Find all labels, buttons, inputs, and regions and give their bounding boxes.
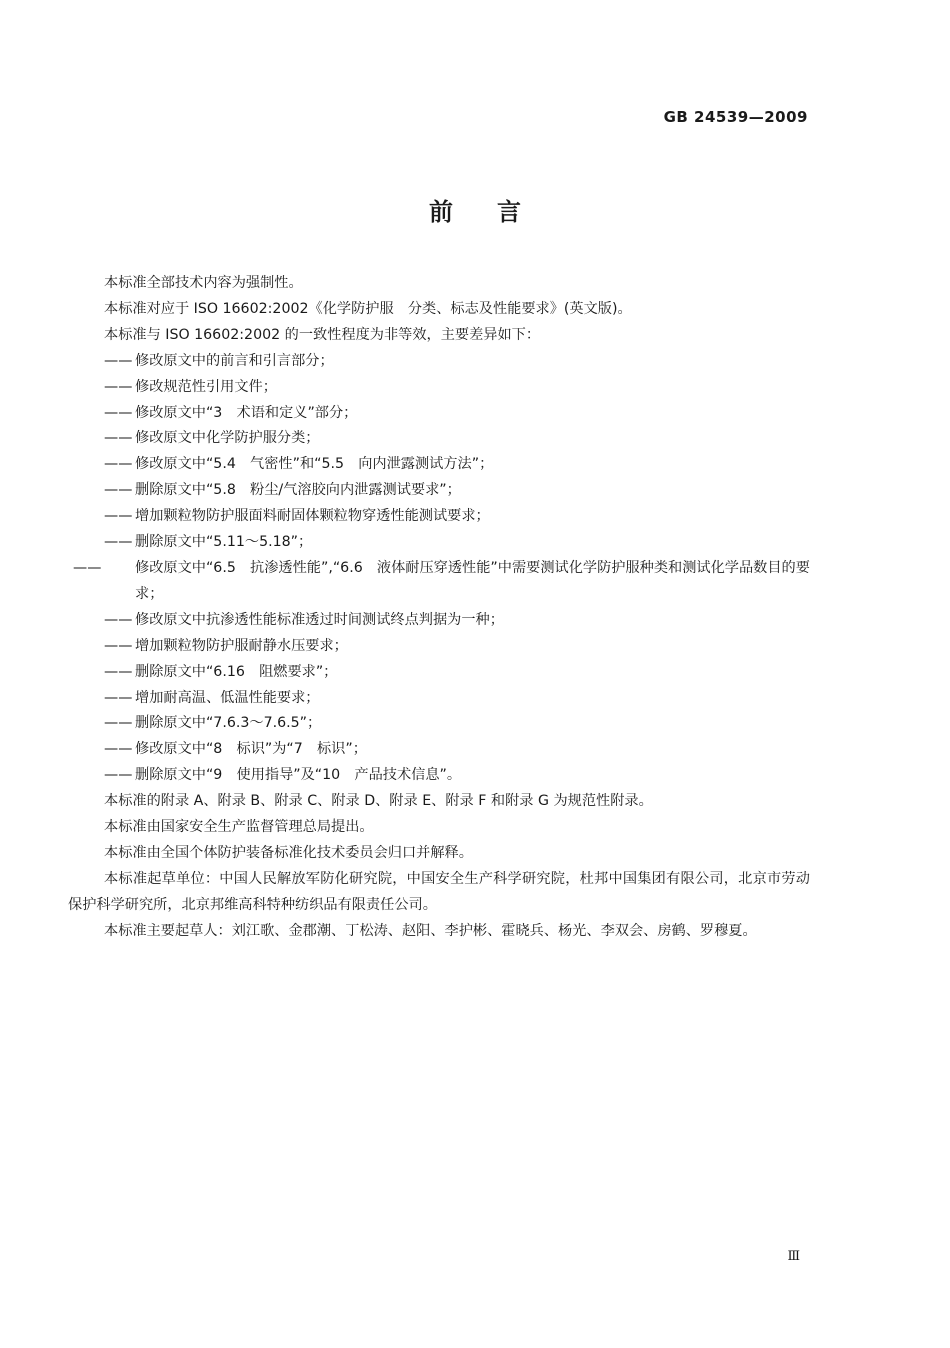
appendix-statement: 本标准的附录 A、附录 B、附录 C、附录 D、附录 E、附录 F 和附录 G 为规范性附录。 bbox=[104, 793, 653, 810]
list-item bbox=[68, 504, 810, 530]
drafters: 本标准主要起草人：刘江歌、金郡潮、丁松涛、赵阳、李护彬、霍晓兵、杨光、李双会、房鹤、罗穆夏。 bbox=[104, 922, 757, 939]
dash-mark: —— bbox=[104, 611, 133, 628]
dash-mark: —— bbox=[104, 430, 133, 447]
list-item-text: 删除原文中“9 使用指导”及“10 产品技术信息”。 bbox=[135, 767, 462, 784]
list-item-text: 增加颗粒物防护服耐静水压要求； bbox=[135, 637, 348, 654]
list-item-text: 删除原文中“5.11～5.18”； bbox=[135, 534, 313, 551]
list-item bbox=[68, 530, 810, 556]
list-item bbox=[68, 686, 810, 712]
intro-differences: 本标准与 ISO 16602:2002 的一致性程度为非等效，主要差异如下： bbox=[104, 326, 541, 343]
dash-mark: —— bbox=[104, 378, 133, 395]
list-item bbox=[68, 478, 810, 504]
list-item-text: 修改原文中“3 术语和定义”部分； bbox=[135, 404, 358, 421]
list-item bbox=[68, 401, 810, 427]
differences-list bbox=[68, 349, 810, 789]
dash-mark: —— bbox=[104, 663, 133, 680]
list-item bbox=[68, 660, 810, 686]
dash-mark: —— bbox=[104, 741, 133, 758]
list-item bbox=[68, 349, 810, 375]
dash-mark: —— bbox=[104, 482, 133, 499]
dash-mark: —— bbox=[104, 352, 133, 369]
list-item bbox=[68, 763, 810, 789]
list-item bbox=[68, 737, 810, 763]
list-item-text: 增加耐高温、低温性能要求； bbox=[135, 689, 320, 706]
list-item-text: 删除原文中“7.6.3～7.6.5”； bbox=[135, 715, 322, 732]
list-item bbox=[68, 556, 810, 608]
intro-mandatory: 本标准全部技术内容为强制性。 bbox=[104, 275, 303, 291]
committee-statement: 本标准由全国个体防护装备标准化技术委员会归口并解释。 bbox=[104, 844, 473, 861]
dash-mark: —— bbox=[104, 456, 133, 473]
list-item-text: 删除原文中“6.16 阻燃要求”； bbox=[135, 663, 338, 680]
list-item-text: 增加颗粒物防护服面料耐固体颗粒物穿透性能测试要求； bbox=[135, 508, 490, 525]
standard-number: GB 24539—2009 bbox=[663, 108, 808, 126]
list-item-text: 修改原文中“5.4 气密性”和“5.5 向内泄露测试方法”； bbox=[135, 456, 494, 473]
dash-mark: —— bbox=[104, 637, 133, 654]
list-item-text: 修改原文中化学防护服分类； bbox=[135, 430, 320, 447]
page-title: 前言 bbox=[429, 197, 565, 226]
dash-mark: —— bbox=[104, 767, 133, 784]
list-item-text: 修改原文中“6.5 抗渗透性能”,“6.6 液体耐压穿透性能”中需要测试化学防护服种类和测试化学品数目的要求； bbox=[135, 559, 810, 602]
dash-mark: —— bbox=[104, 715, 133, 732]
list-item-text: 修改规范性引用文件； bbox=[135, 378, 277, 395]
list-item bbox=[68, 452, 810, 478]
list-item bbox=[68, 711, 810, 737]
list-item bbox=[68, 375, 810, 401]
list-item-text: 修改原文中的前言和引言部分； bbox=[135, 352, 334, 369]
dash-mark: —— bbox=[73, 559, 102, 576]
dash-mark: —— bbox=[104, 534, 133, 551]
proposer-statement: 本标准由国家安全生产监督管理总局提出。 bbox=[104, 819, 374, 836]
page-number: Ⅲ bbox=[787, 1249, 800, 1264]
list-item-text: 修改原文中抗渗透性能标准透过时间测试终点判据为一种； bbox=[135, 611, 504, 628]
list-item bbox=[68, 634, 810, 660]
dash-mark: —— bbox=[104, 508, 133, 525]
list-item-text: 修改原文中“8 标识”为“7 标识”； bbox=[135, 741, 367, 758]
list-item bbox=[68, 426, 810, 452]
list-item-text: 删除原文中“5.8 粉尘/气溶胶向内泄露测试要求”； bbox=[135, 482, 461, 499]
list-item bbox=[68, 608, 810, 634]
intro-correspondence: 本标准对应于 ISO 16602:2002《化学防护服 分类、标志及性能要求》(英文版)。 bbox=[104, 300, 632, 317]
dash-mark: —— bbox=[104, 404, 133, 421]
dash-mark: —— bbox=[104, 689, 133, 706]
drafting-units: 本标准起草单位：中国人民解放军防化研究院，中国安全生产科学研究院，杜邦中国集团有限公司，北京市劳动保护科学研究所，北京邦维高科特种纺织品有限责任公司。 bbox=[68, 870, 810, 913]
document-body bbox=[68, 271, 810, 945]
